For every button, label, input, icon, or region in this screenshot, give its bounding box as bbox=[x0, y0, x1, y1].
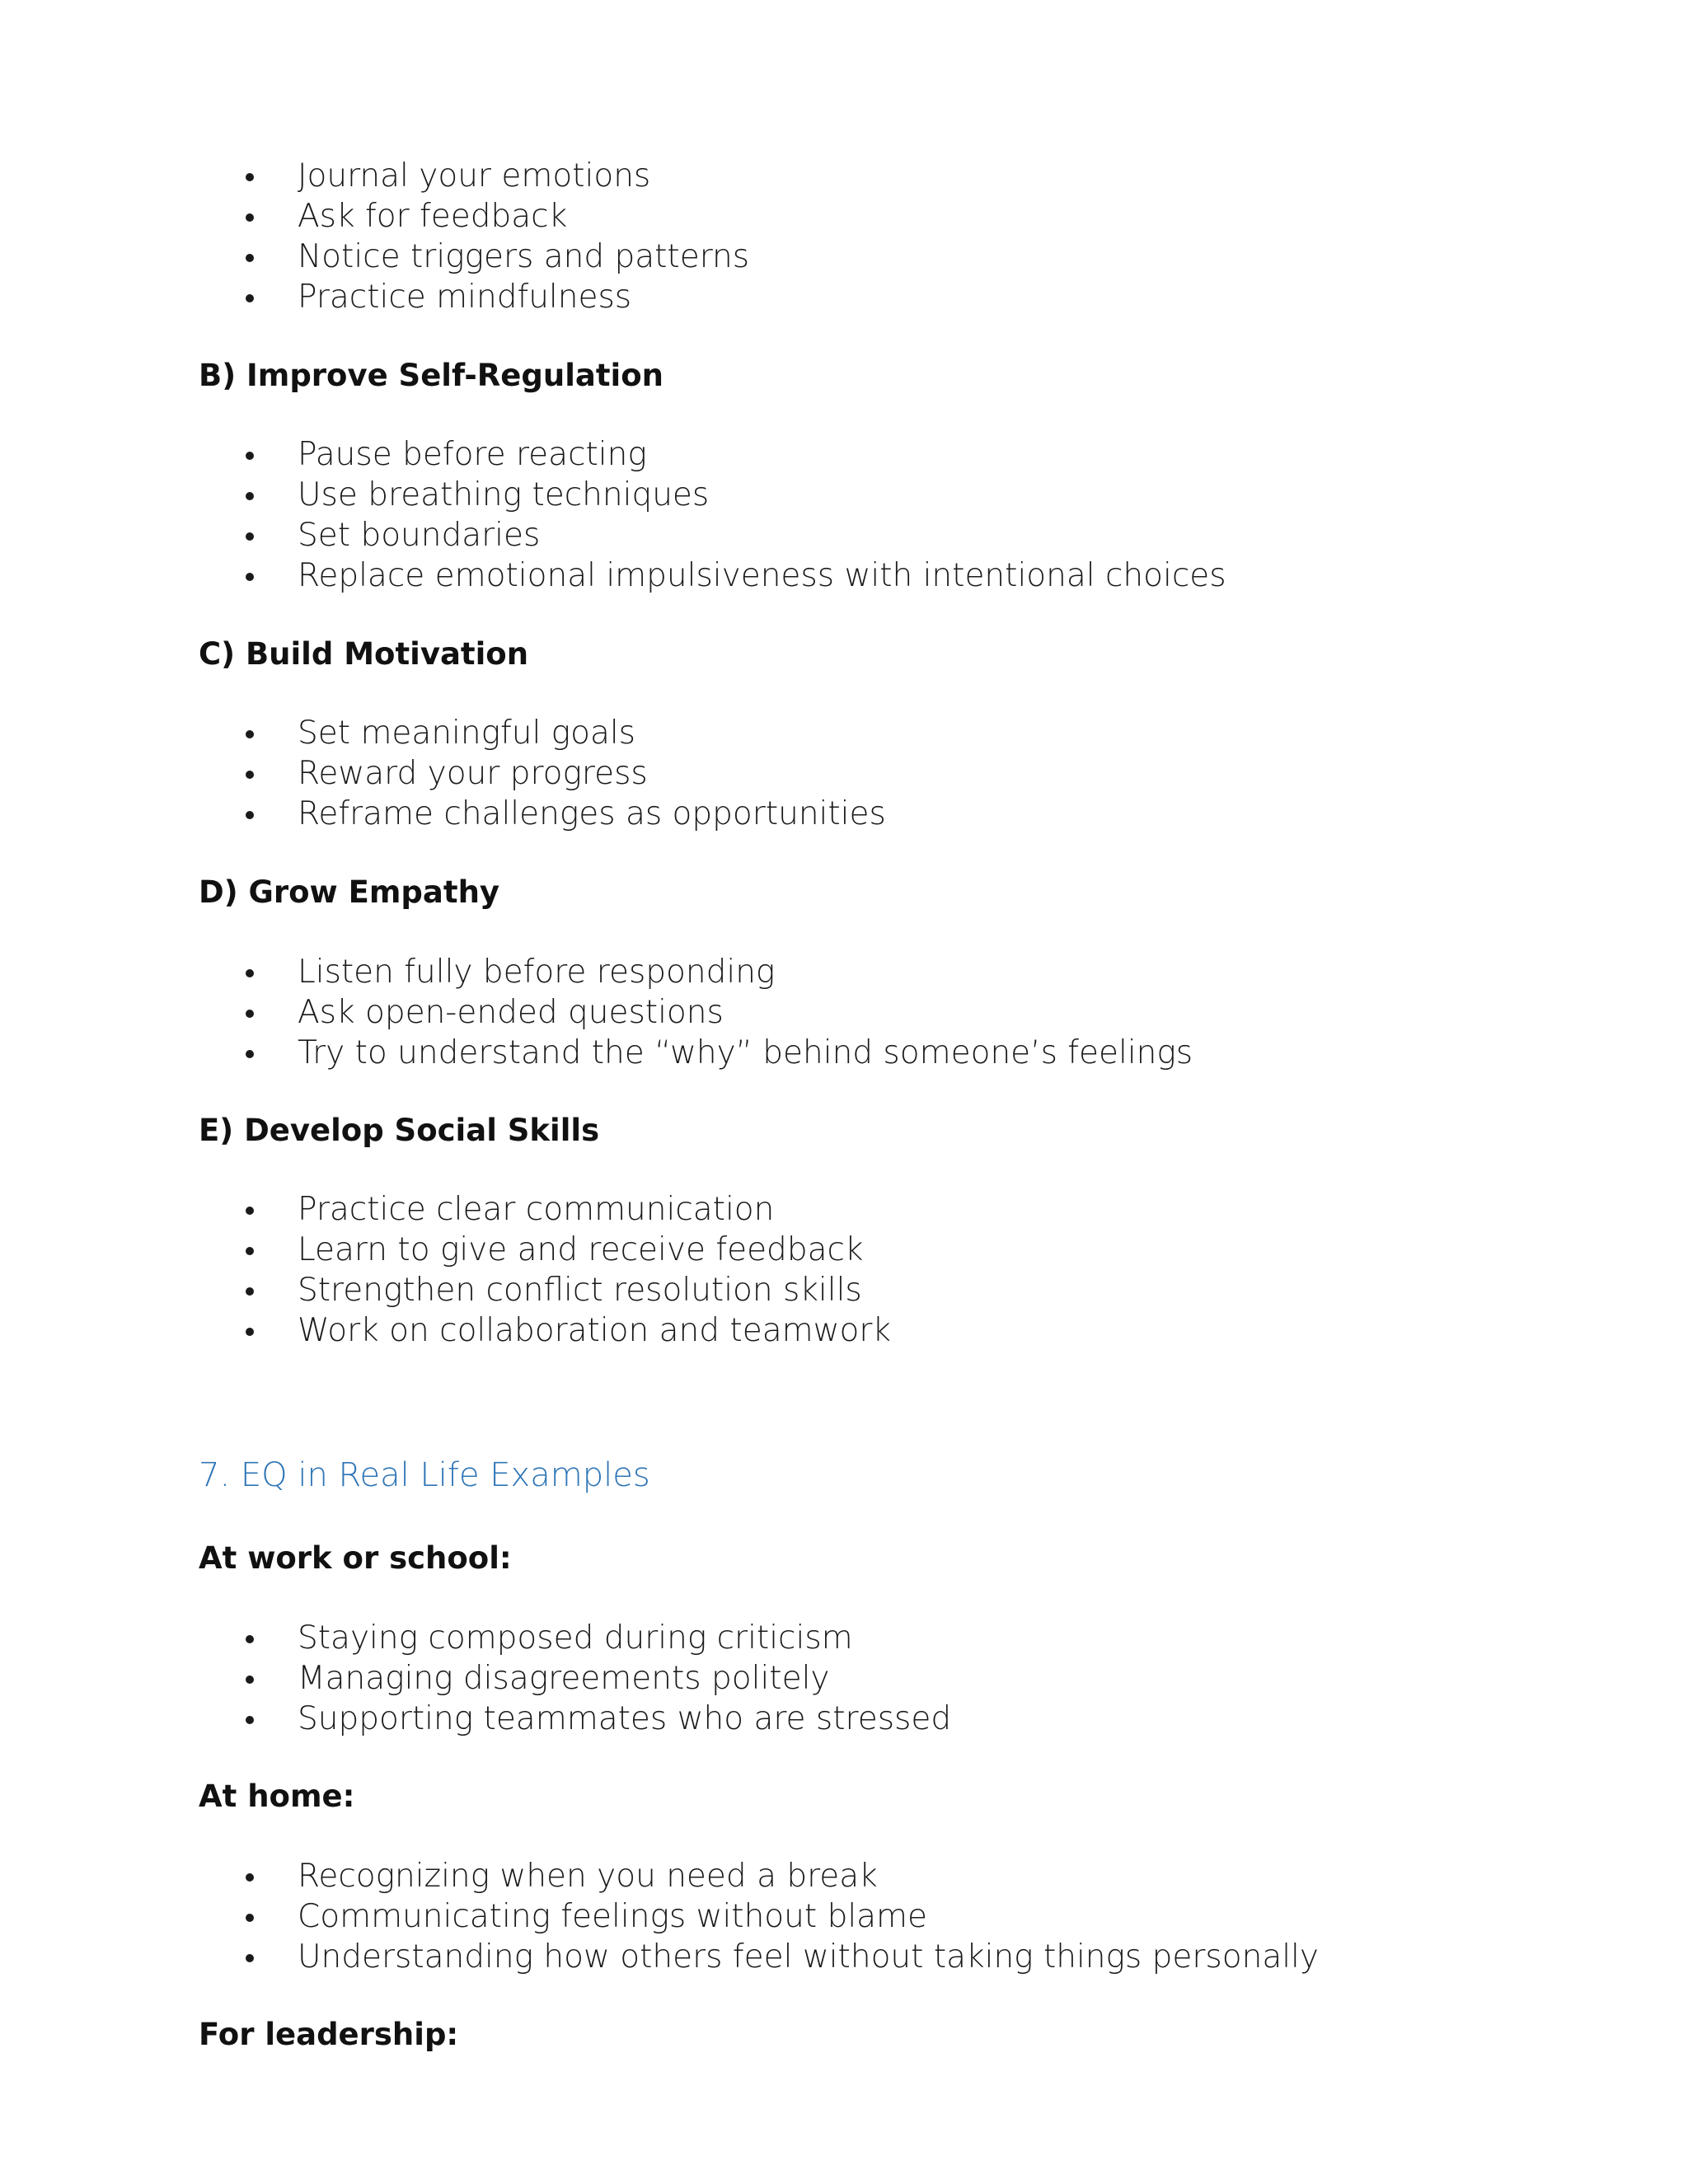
bullet-icon bbox=[246, 1716, 254, 1724]
subheading-motivation: C) Build Motivation bbox=[199, 636, 529, 672]
bullet-icon bbox=[246, 1873, 254, 1882]
bullet-icon bbox=[246, 1954, 254, 1962]
subheading-social-skills: E) Develop Social Skills bbox=[199, 1113, 600, 1148]
bullet-icon bbox=[246, 1635, 254, 1643]
bullet-icon bbox=[246, 1207, 254, 1215]
bullet-icon bbox=[246, 1914, 254, 1922]
bullet-icon bbox=[246, 1247, 254, 1255]
bullet-icon bbox=[246, 811, 254, 819]
bullet-icon bbox=[246, 1675, 254, 1684]
bullet-icon bbox=[246, 1287, 254, 1296]
bullet-icon bbox=[246, 771, 254, 779]
bullet-icon bbox=[246, 173, 254, 181]
bullet-icon bbox=[246, 492, 254, 500]
bullet-icon bbox=[246, 213, 254, 222]
subheading-empathy: D) Grow Empathy bbox=[199, 874, 500, 910]
bullet-icon bbox=[246, 532, 254, 541]
bullet-icon bbox=[246, 1050, 254, 1058]
document-page: Journal your emotions Ask for feedback Notice triggers and patterns Practice mindfulness B) Improve Self-Regulation Pause before reacting Use breathing techniques Set boundaries Replace emotional impulsiveness with intentional choices C) Build Motivation Set meaningful goals Reward your progress Reframe challenges as opportunities D) Grow Empathy Listen fully before responding Ask open-ended questions Try to understand the “why” behind someone’s feelings E) Develop Social Skills Practice clear communication Learn to give and receive feedback Strengthen conflict resolution skills Work on collaboration and teamwork 7. EQ in Real Life Examples At work or school: Staying composed during criticism Managing disagreements politely Supporting teammates who are stressed At home: Recognizing when you need a break Communicating feelings without blame Understanding how others feel without taking things personally For leadership: bbox=[0, 0, 1688, 2184]
section-heading-eq-examples: 7. EQ in Real Life Examples bbox=[199, 1456, 650, 1494]
bullet-icon bbox=[246, 1328, 254, 1336]
bullet-icon bbox=[246, 1010, 254, 1018]
bullet-icon bbox=[246, 254, 254, 262]
subheading-leadership: For leadership: bbox=[199, 2017, 459, 2052]
subheading-home: At home: bbox=[199, 1779, 355, 1814]
bullet-icon bbox=[246, 294, 254, 302]
subheading-self-regulation: B) Improve Self-Regulation bbox=[199, 358, 663, 393]
bullet-icon bbox=[246, 452, 254, 460]
subheading-work-school: At work or school: bbox=[199, 1540, 512, 1576]
bullet-icon bbox=[246, 573, 254, 581]
bullet-icon bbox=[246, 969, 254, 977]
bullet-icon bbox=[246, 730, 254, 738]
